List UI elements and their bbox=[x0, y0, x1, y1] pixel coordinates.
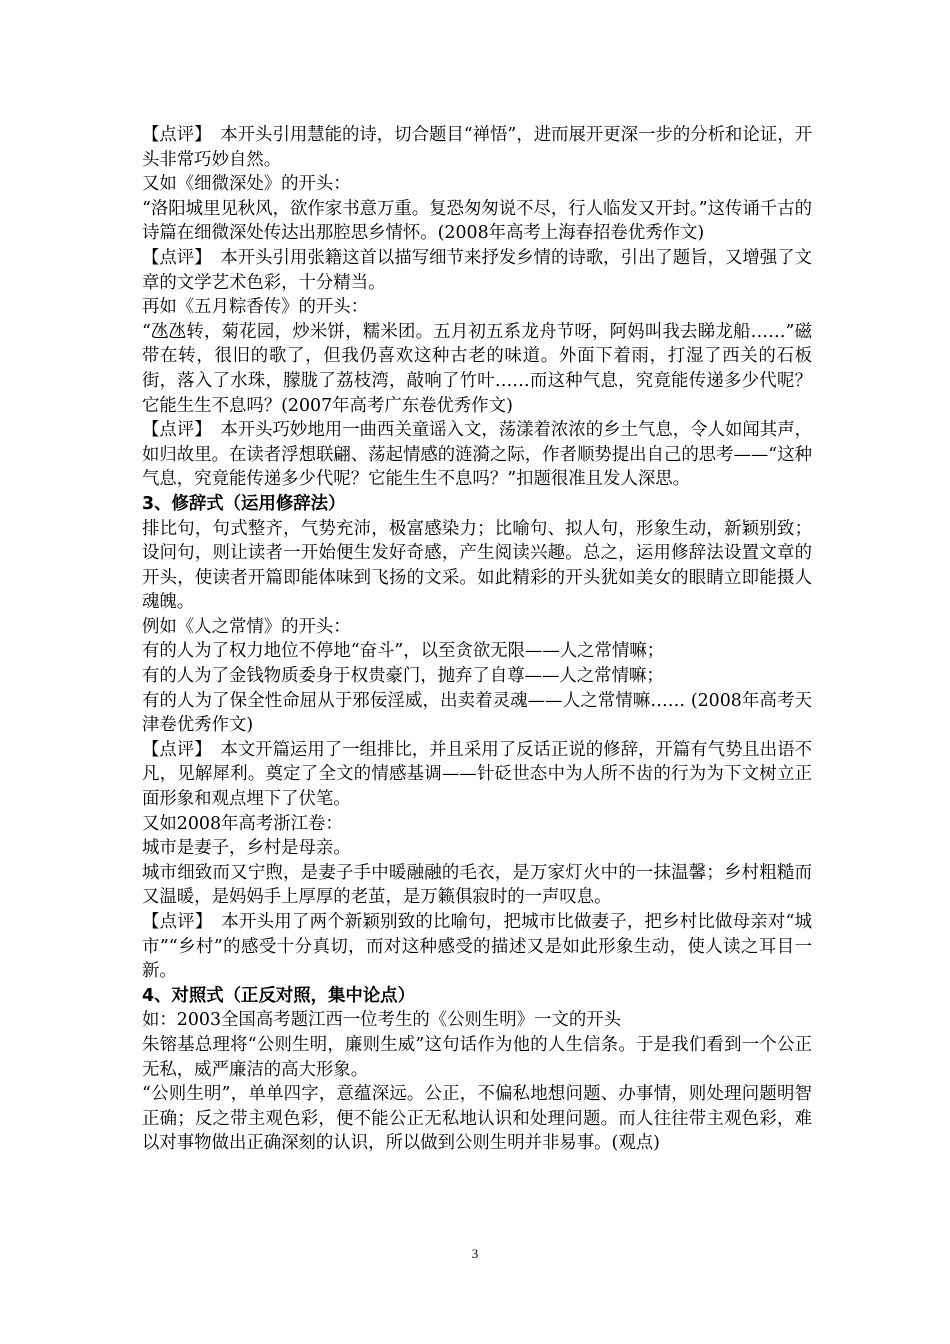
section-heading: 3、修辞式（运用修辞法） bbox=[142, 493, 346, 514]
paragraph: 【点评】 本开头用了两个新颖别致的比喻句，把城市比做妻子，把乡村比做母亲对“城市”“乡村”的感受十分真切，而对这种感受的描述又是如此形象生动，使人读之耳目一新。 bbox=[142, 912, 812, 982]
paragraph: 又如2008年高考浙江卷： bbox=[142, 813, 343, 834]
paragraph: “公则生明”，单单四字，意蕴深远。公正，不偏私地想问题、办事情，则处理问题明智正确；反之带主观色彩，便不能公正无私地认识和处理问题。而人往往带主观色彩，难以对事物做出正确深刻的认识，所以做到公则生明并非易事。(观点) bbox=[142, 1084, 812, 1154]
paragraph: 朱镕基总理将“公则生明，廉则生威”这句话作为他的人生信条。于是我们看到一个公正无私，威严廉洁的高大形象。 bbox=[142, 1034, 812, 1080]
paragraph: “氹氹转，菊花园，炒米饼，糯米团。五月初五系龙舟节呀，阿妈叫我去睇龙船……”磁带在转，很旧的歌了，但我仍喜欢这种古老的味道。外面下着雨，打湿了西关的石板街，落入了水珠，朦胧了荔枝湾，敲响了竹叶……而这种气息，究竟能传递多少代呢？它能生生不息吗？(2007年高考广东卷优秀作文) bbox=[142, 321, 812, 416]
paragraph: 有的人为了权力地位不停地“奋斗”，以至贪欲无限——人之常情嘛； bbox=[142, 641, 665, 662]
paragraph: 【点评】 本文开篇运用了一组排比，并且采用了反话正说的修辞，开篇有气势且出语不凡，见解犀利。奠定了全文的情感基调——针砭世态中为人所不齿的行为为下文树立正面形象和观点埋下了伏笔。 bbox=[142, 739, 812, 810]
paragraph: 【点评】 本开头引用张籍这首以描写细节来抒发乡情的诗歌，引出了题旨，又增强了文章的文学艺术色彩，十分精当。 bbox=[142, 247, 812, 293]
paragraph: 例如《人之常情》的开头： bbox=[142, 616, 351, 637]
paragraph: 又如《细微深处》的开头： bbox=[142, 174, 351, 195]
paragraph: “洛阳城里见秋风，欲作家书意万重。复恐匆匆说不尽，行人临发又开封。”这传诵千古的诗篇在细微深处传达出那腔思乡情怀。(2008年高考上海春招卷优秀作文) bbox=[142, 198, 812, 244]
document-body bbox=[142, 123, 812, 1156]
paragraph: 如：2003全国高考题江西一位考生的《公则生明》一文的开头 bbox=[142, 1010, 622, 1031]
paragraph: 【点评】 本开头巧妙地用一曲西关童谣入文，荡漾着浓浓的乡土气息，令人如闻其声，如归故里。在读者浮想联翩、荡起情感的涟漪之际，作者顺势提出自己的思考——“这种气息，究竟能传递多少代呢？它能生生不息吗？”扣题很准且发人深思。 bbox=[142, 420, 812, 490]
paragraph: 【点评】 本开头引用慧能的诗，切合题目“禅悟”，进而展开更深一步的分析和论证，开头非常巧妙自然。 bbox=[142, 125, 812, 170]
paragraph: 城市细致而又宁煦，是妻子手中暖融融的毛衣，是万家灯火中的一抹温馨；乡村粗糙而又温暖，是妈妈手上厚厚的老茧，是万籁俱寂时的一声叹息。 bbox=[142, 862, 812, 908]
paragraph: 有的人为了保全性命屈从于邪佞淫威，出卖着灵魂——人之常情嘛…… (2008年高考天津卷优秀作文) bbox=[142, 690, 812, 736]
paragraph: 排比句，句式整齐，气势充沛，极富感染力；比喻句、拟人句，形象生动，新颖别致；设问句，则让读者一开始便生发好奇感，产生阅读兴趣。总之，运用修辞法设置文章的开头，使读者开篇即能体味到飞扬的文采。如此精彩的开头犹如美女的眼睛立即能摄人魂魄。 bbox=[142, 518, 812, 613]
page-number: 3 bbox=[471, 1246, 479, 1261]
paragraph: 城市是妻子，乡村是母亲。 bbox=[142, 838, 351, 859]
paragraph: 再如《五月粽香传》的开头： bbox=[142, 297, 369, 318]
paragraph: 有的人为了金钱物质委身于权贵豪门，抛弃了自尊——人之常情嘛； bbox=[142, 666, 664, 687]
section-heading: 4、对照式（正反对照，集中论点） bbox=[142, 985, 415, 1006]
